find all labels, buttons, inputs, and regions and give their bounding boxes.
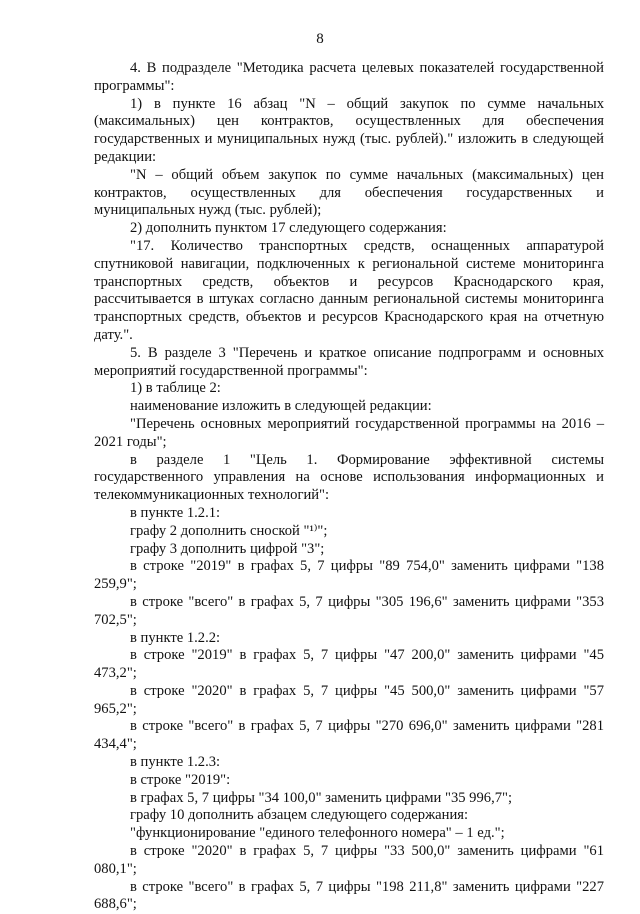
paragraph: в пункте 1.2.1: <box>130 504 221 521</box>
paragraph: 1) в таблице 2: <box>130 380 221 397</box>
paragraph: в строке "2020" в графах 5, 7 цифры "45 500,0" заменить цифрами "57 965,2"; <box>94 682 604 717</box>
paragraph: в строке "2020" в графах 5, 7 цифры "33 500,0" заменить цифрами "61 080,1"; <box>94 843 604 877</box>
paragraph: "функционирование "единого телефонного номера" – 1 ед."; <box>130 825 505 842</box>
paragraph: графу 10 дополнить абзацем следующего содержания: <box>130 807 469 824</box>
paragraph: графу 2 дополнить сноской "¹⁾"; <box>130 522 328 539</box>
paragraph: графу 3 дополнить цифрой "3"; <box>130 540 325 557</box>
paragraph: в строке "2019": <box>130 771 231 788</box>
paragraph: в пункте 1.2.2: <box>130 629 221 646</box>
paragraph: в строке "всего" в графах 5, 7 цифры "305 196,6" заменить цифрами "353 702,5"; <box>94 593 604 628</box>
paragraph: в строке "всего" в графах 5, 7 цифры "270 696,0" заменить цифрами "281 434,4"; <box>94 718 604 753</box>
paragraph: в строке "2019" в графах 5, 7 цифры "89 754,0" заменить цифрами "138 259,9"; <box>94 558 604 593</box>
paragraph: наименование изложить в следующей редакции: <box>130 398 432 415</box>
paragraph: "N – общий объем закупок по сумме начальных (максимальных) цен контрактов, осуществленных для обеспечения государственных и муниципальных нужд (тыс. рублей); <box>94 166 604 219</box>
paragraph: в пункте 1.2.3: <box>130 754 221 771</box>
paragraph: в строке "2019" в графах 5, 7 цифры "47 200,0" заменить цифрами "45 473,2"; <box>94 647 604 682</box>
paragraph: в разделе 1 "Цель 1. Формирование эффективной системы государственного управления на основе использования информационных и телекоммуникационных технологий": <box>94 451 604 504</box>
paragraph: 4. В подразделе "Методика расчета целевых показателей государственной программы": <box>94 60 604 94</box>
paragraph: 5. В разделе 3 "Перечень и краткое описание подпрограмм и основных мероприятий государственной программы": <box>94 344 604 379</box>
paragraph: 1) в пункте 16 абзац "N – общий закупок по сумме начальных (максимальных) цен контрактов, осуществленных для обеспечения государственных и муниципальных нужд (тыс. рублей)." изложить в следующей редакции: <box>94 95 604 165</box>
paragraph: 2) дополнить пунктом 17 следующего содержания: <box>130 220 447 237</box>
paragraph: "17. Количество транспортных средств, оснащенных аппаратурой спутниковой навигации, подключенных к региональной системе мониторинга транспортных средств, объектов и ресурсов Краснодарского края, рассчитывается в штуках согласно данным региональной системы мониторинга транспортных средств, объектов и ресурсов Краснодарского края на отчетную дату.". <box>94 237 604 343</box>
page-number: 8 <box>316 31 324 47</box>
document-body <box>94 60 604 914</box>
paragraph: в строке "всего" в графах 5, 7 цифры "198 211,8" заменить цифрами "227 688,6"; <box>94 878 604 913</box>
paragraph: "Перечень основных мероприятий государственной программы на 2016 – 2021 годы"; <box>94 415 604 450</box>
paragraph: в графах 5, 7 цифры "34 100,0" заменить цифрами "35 996,7"; <box>130 789 513 806</box>
